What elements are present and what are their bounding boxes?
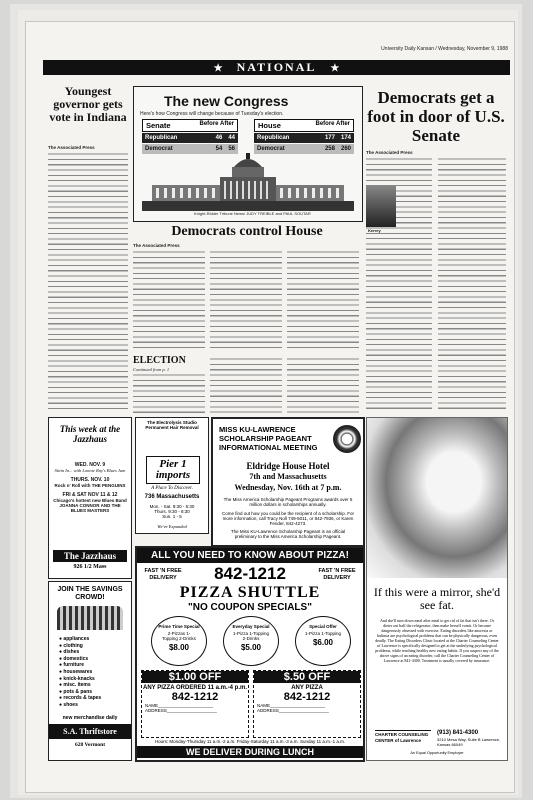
row-before: 258	[324, 146, 335, 152]
row-after: 260	[340, 146, 351, 152]
graphic-title: The new Congress	[164, 93, 289, 109]
pier-address: 736 Massachusetts	[144, 494, 200, 500]
jazzhaus-title: This week at the Jazzhaus	[59, 424, 121, 444]
thrift-item	[59, 669, 125, 676]
center-story-col-3	[287, 250, 359, 350]
house-table	[254, 119, 354, 154]
election-col-3	[287, 357, 359, 413]
bullet-icon: ●	[59, 668, 64, 675]
thrift-item	[59, 689, 125, 696]
thrift-item-label: pots & pans	[63, 688, 93, 695]
charter-address: 3210 Mesa Way, Suite B Lawrence, Kansas 66049	[437, 737, 501, 747]
election-col-2	[210, 357, 282, 413]
special-desc: 1-Pizza 1-Topping 2-Drinks	[232, 631, 270, 641]
bullet-icon: ●	[59, 682, 64, 689]
thrift-item-label: clothing	[63, 642, 83, 649]
house-after-label: After	[335, 121, 350, 127]
section-banner	[43, 60, 510, 75]
pageant-place: 7th and Massachusetts	[249, 472, 327, 481]
coupon-line: ANY PIZZA ORDERED 11 a.m.-4 p.m.	[142, 685, 248, 691]
thrift-item-label: housewares	[63, 668, 93, 675]
bullet-icon: ●	[59, 695, 64, 702]
graphic-credit: Knight-Ridder Tribune News/ JUDY TREIBLE and PAUL SOUTAR	[194, 211, 311, 216]
left-story-body	[48, 152, 128, 409]
pier-hours-2: Thurs. 9:30 - 8:30	[154, 509, 190, 514]
row-party: Republican	[145, 135, 178, 141]
bullet-icon: ●	[59, 662, 64, 669]
pizza-banner: ALL YOU NEED TO KNOW ABOUT PIZZA!	[137, 548, 363, 563]
coupon-address-label: ADDRESS	[257, 708, 279, 713]
star-icon: ★	[330, 63, 340, 74]
special-price: $8.00	[168, 643, 190, 652]
pizza-hours: Hours: Monday-Thursday 11 a.m.-2 a.m. Friday-Saturday 11 a.m.-3 a.m. Sunday 11 a.m.-1 a.m.	[154, 739, 346, 744]
center-byline: The Associated Press	[133, 243, 180, 248]
special-1	[151, 616, 207, 666]
election-headline: ELECTION	[133, 355, 186, 366]
thriftstore-ad	[48, 581, 132, 761]
jazzhaus-ad	[48, 417, 132, 579]
right-story-col-2	[438, 157, 506, 413]
day-3-date: FRI & SAT NOV 11 & 12	[62, 492, 118, 498]
coupon-phone: 842-1212	[283, 691, 331, 703]
congress-graphic	[133, 86, 363, 222]
masthead-line: University Daily Kansan / Wednesday, November 9, 1988	[381, 46, 508, 52]
thrift-title: JOIN THE SAVINGS CROWD!	[57, 586, 123, 601]
house-before-label: Before	[315, 121, 335, 127]
photo-caption: Kerrey	[368, 228, 381, 233]
coupon-name-label: NAME	[257, 703, 271, 708]
row-after: 44	[228, 135, 235, 141]
pageant-title: MISS KU-LAWRENCE SCHOLARSHIP PAGEANT INFORMATIONAL MEETING	[219, 425, 318, 452]
thrift-name: S.A. Thriftstore	[49, 724, 131, 739]
pageant-blurb: The Miss America Scholarship Pageant Programs awards over 5 million dollars in scholarships annually.	[223, 497, 353, 508]
pageant-when: Wednesday, Nov. 16th at 7 p.m.	[234, 483, 342, 492]
thrift-item	[59, 643, 125, 650]
special-2	[223, 616, 279, 666]
day-1-date: WED. NOV. 9	[74, 462, 106, 468]
right-delivery-tag: FAST 'N FREE DELIVERY	[318, 568, 356, 581]
row-before: 177	[324, 135, 335, 141]
pier-hours-1: Mon. - Sat. 9:30 - 5:30	[149, 504, 195, 509]
thrift-item-label: knick-knacks	[63, 675, 95, 682]
section-label: NATIONAL	[236, 60, 317, 74]
center-story-col-1	[133, 250, 205, 350]
row-before: 54	[215, 146, 223, 152]
pageant-ad	[211, 417, 365, 547]
bullet-icon: ●	[59, 649, 64, 656]
pizza-tagline: "NO COUPON SPECIALS"	[188, 602, 312, 613]
day-1-act: Sittin In... with Lonnie Ray's Blues Jam	[54, 468, 126, 473]
thrift-item	[59, 682, 125, 689]
coupon-right: $.50 OFF ANY PIZZA 842-1212 NAME______________________ ADDRESS____________________	[253, 670, 361, 738]
crowd-illustration	[57, 606, 123, 630]
coupon-title: $1.00 OFF	[142, 671, 248, 683]
star-icon: ★	[213, 63, 223, 74]
pizza-name: PIZZA SHUTTLE	[179, 584, 321, 601]
special-label: Prime Time Special	[158, 624, 200, 629]
kerrey-photo	[366, 185, 396, 227]
row-after: 174	[340, 135, 351, 141]
bullet-icon: ●	[59, 688, 64, 695]
charter-counseling-ad	[366, 417, 508, 761]
senate-before-label: Before	[199, 121, 219, 127]
pier-header: The Electrolysis Studio Permanent Hair Removal	[145, 420, 199, 430]
day-2-date: THURS. NOV. 10	[70, 477, 110, 483]
coupon-left: $1.00 OFF ANY PIZZA ORDERED 11 a.m.-4 p.m. 842-1212 NAME______________________ ADDRESS____________________	[141, 670, 249, 738]
pageant-venue: Eldridge House Hotel	[246, 461, 330, 471]
right-headline: Democrats get a foot in door of U.S. Senate	[367, 88, 505, 145]
thrift-item-label: shoes	[63, 701, 78, 708]
pier-cards: We've Expanded	[157, 524, 187, 529]
seal-emblem	[333, 425, 361, 453]
thrift-item	[59, 676, 125, 683]
senate-after-label: After	[219, 121, 234, 127]
center-headline: Democrats control House	[171, 224, 323, 239]
senate-table	[142, 119, 238, 154]
jazzhaus-address: 926 1/2 Mass	[73, 564, 107, 570]
thrift-item	[59, 702, 125, 709]
thrift-item	[59, 662, 125, 669]
thrift-item-label: records & tapes	[63, 695, 102, 702]
thrift-item	[59, 695, 125, 702]
coupon-address-label: ADDRESS	[145, 708, 167, 713]
pier-logo: Pier 1 imports	[146, 456, 200, 484]
mirror-body: And she'll turn down meal after meal to get rid of fat that isn't there. Or dieter out half the refrigerator, then make herself vomit. Or become dangerously obsessed with exercise. Eating disorders like anorexia or bulimia are psychological problems that can be physically dangerous, even deadly. The Eating Disorders Clinic located at the Charter Counseling Center of Lawrence is specifically designed to get at the underlying psychological problems, while teaching healthy new eating habits. If you suspect any of the above signs of an eating disorder, call the Charter Counseling Center of Lawrence at 841-4300. Treatment is usually covered by insurance.	[375, 618, 499, 663]
thrift-item-label: appliances	[63, 636, 90, 642]
thrift-address: 628 Vermont	[74, 742, 106, 748]
special-label: Everyday Special	[232, 624, 270, 629]
special-desc: 1-Pizza 1-Topping	[304, 631, 342, 636]
pageant-contact: Come find out how you could be the recipient of a scholarship. For more information, call Tracy Noll 749-5011, or 842-7936, or Karen Fender, 842-4273.	[221, 511, 355, 527]
special-3	[295, 616, 351, 666]
charter-phone: (913) 841-4300	[437, 730, 479, 736]
day-3-act: Chicago's hottest new Blues Band JOANNA CONNOR AND THE BLUES MASTERS	[53, 498, 127, 513]
jazzhaus-logo: The Jazzhaus	[53, 550, 127, 562]
thrift-item-label: misc. items	[63, 682, 91, 689]
thrift-item	[59, 649, 125, 656]
mirror-headline: If this were a mirror, she'd see fat.	[373, 585, 501, 612]
coupon-phone: 842-1212	[171, 691, 219, 703]
pier1-ad	[135, 417, 209, 534]
election-col-1	[133, 373, 205, 413]
senate-label: Senate	[146, 121, 171, 130]
thrift-item-label: domestics	[63, 655, 89, 662]
house-row-republican	[254, 133, 354, 143]
pier-hours-3: Sun. 1 - 5	[162, 514, 182, 519]
special-price: $6.00	[312, 638, 334, 647]
row-party: Democrat	[145, 146, 173, 152]
thrift-footer: new merchandise daily	[62, 715, 118, 721]
thrift-item	[59, 636, 125, 643]
right-byline: The Associated Press	[366, 150, 413, 155]
charter-equal: An Equal Opportunity Employer	[410, 751, 464, 755]
thrift-item-list	[59, 636, 125, 709]
left-byline: The Associated Press	[48, 145, 95, 150]
bullet-icon: ●	[59, 655, 64, 662]
center-story-col-2	[210, 250, 282, 350]
row-before: 46	[215, 135, 223, 141]
coupon-line: ANY PIZZA	[291, 685, 323, 691]
bullet-icon: ●	[59, 701, 64, 708]
coupon-title: $.50 OFF	[254, 671, 360, 683]
election-subhead: Continued from p. 1	[133, 367, 170, 372]
row-party: Democrat	[257, 146, 285, 152]
house-label: House	[258, 121, 281, 130]
thrift-item-label: dishes	[63, 649, 80, 656]
charter-logo: CHARTER COUNSELING CENTER of Lawrence	[375, 730, 431, 743]
day-2-act: Rock n' Roll with THE PENGUINS	[54, 483, 126, 488]
pizza-phone: 842-1212	[214, 564, 286, 583]
graphic-subtitle: Here's how Congress will change because of Tuesday's election.	[140, 111, 284, 117]
row-after: 56	[228, 146, 235, 152]
pizza-footer: WE DELIVER DURING LUNCH	[137, 746, 363, 758]
pageant-footer: The Miss KU-Lawrence Scholarship Pageant is an official preliminary to the Miss America Scholarship Pageant.	[230, 529, 346, 540]
left-delivery-tag: FAST 'N FREE DELIVERY	[144, 568, 182, 581]
bullet-icon: ●	[59, 636, 64, 642]
left-headline: Youngest governor gets vote in Indiana	[49, 84, 127, 124]
pier-tagline: A Place To Discover.	[151, 486, 193, 491]
mirror-photo	[367, 418, 507, 578]
coupon-name-label: NAME	[145, 703, 159, 708]
special-desc: 2-Pizzas 1-Topping 2-Drinks	[162, 631, 196, 641]
row-party: Republican	[257, 135, 290, 141]
bullet-icon: ●	[59, 642, 64, 649]
senate-row-republican	[142, 133, 238, 143]
capitol-illustration	[142, 153, 354, 211]
pizza-shuttle-ad	[135, 546, 365, 762]
special-label: Special Offer	[309, 624, 337, 629]
bullet-icon: ●	[59, 675, 64, 682]
special-price: $5.00	[240, 643, 262, 652]
thrift-item	[59, 656, 125, 663]
thrift-item-label: furniture	[63, 662, 84, 669]
